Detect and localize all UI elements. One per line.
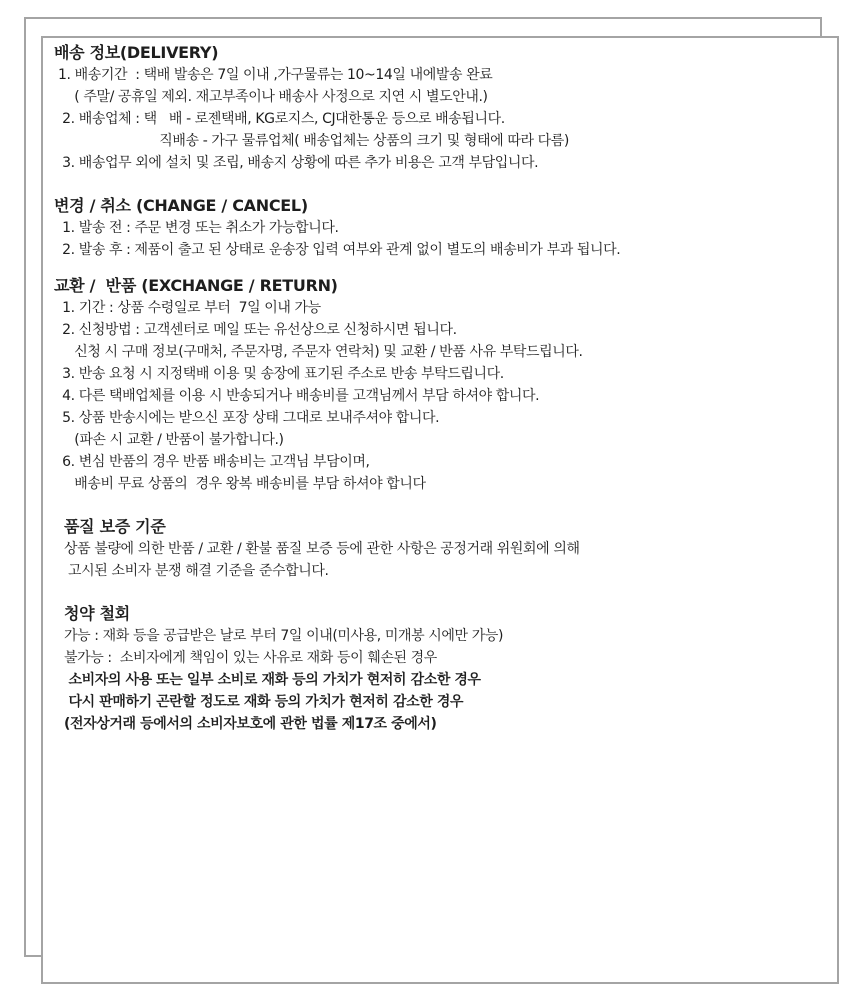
- exchange-line-1: 1. 기간 : 상품 수령일로 부터 7일 이내 가능: [54, 300, 321, 316]
- exchange-line-8: 6. 변심 반품의 경우 반품 배송비는 고객님 부담이며,: [54, 454, 370, 470]
- exchange-line-6: 5. 상품 반송시에는 받으신 포장 상태 그대로 보내주셔야 합니다.: [54, 410, 440, 426]
- delivery-heading: 배송 정보(DELIVERY): [54, 43, 219, 62]
- exchange-line-2: 2. 신청방법 : 고객센터로 메일 또는 유선상으로 신청하시면 됩니다.: [54, 322, 457, 338]
- exchange-line-4: 3. 반송 요청 시 지정택배 이용 및 송장에 표기된 주소로 반송 부탁드립니다.: [54, 366, 504, 382]
- exchange-return-section: [54, 275, 834, 495]
- change-line-2: 2. 발송 후 : 제품이 출고 된 상태로 운송장 입력 여부와 관계 없이 별도의 배송비가 부과 됩니다.: [54, 242, 621, 258]
- delivery-line-4: 직배송 - 가구 물류업체( 배송업체는 상품의 크기 및 형태에 따라 다름): [54, 133, 569, 149]
- withdrawal-line-1: 가능 : 재화 등을 공급받은 날로 부터 7일 이내(미사용, 미개봉 시에만 가능): [64, 628, 504, 644]
- exchange-line-9: 배송비 무료 상품의 경우 왕복 배송비를 부담 하셔야 합니다: [54, 476, 426, 492]
- policy-content: [54, 42, 834, 735]
- withdrawal-bold-line-2: 다시 판매하기 곤란할 정도로 재화 등의 가치가 현저히 감소한 경우: [64, 694, 464, 710]
- exchange-line-5: 4. 다른 택배업체를 이용 시 반송되거나 배송비를 고객님께서 부담 하셔야 합니다.: [54, 388, 540, 404]
- section-spacer: [54, 582, 834, 603]
- delivery-line-1: 1. 배송기간 : 택배 발송은 7일 이내 ,가구물류는 10~14일 내에발송 완료: [54, 67, 493, 83]
- section-spacer: [54, 495, 834, 516]
- withdrawal-section: [54, 603, 834, 735]
- change-cancel-heading: 변경 / 취소 (CHANGE / CANCEL): [54, 196, 308, 215]
- withdrawal-heading: 청약 철회: [64, 604, 130, 623]
- section-spacer: [54, 261, 834, 275]
- change-cancel-section: [54, 195, 834, 261]
- delivery-line-3: 2. 배송업체 : 택 배 - 로젠택배, KG로지스, CJ대한통운 등으로 배송됩니다.: [54, 111, 505, 127]
- delivery-line-5: 3. 배송업무 외에 설치 및 조립, 배송지 상황에 따른 추가 비용은 고객 부담입니다.: [54, 155, 539, 171]
- quality-heading: 품질 보증 기준: [64, 517, 166, 536]
- exchange-line-7: (파손 시 교환 / 반품이 불가합니다.): [54, 432, 284, 448]
- exchange-return-heading: 교환 / 반품 (EXCHANGE / RETURN): [54, 276, 338, 295]
- section-spacer: [54, 174, 834, 195]
- withdrawal-bold-line-1: 소비자의 사용 또는 일부 소비로 재화 등의 가치가 현저히 감소한 경우: [64, 672, 481, 688]
- change-line-1: 1. 발송 전 : 주문 변경 또는 취소가 가능합니다.: [54, 220, 339, 236]
- delivery-section: [54, 42, 834, 174]
- quality-line-2: 고시된 소비자 분쟁 해결 기준을 준수합니다.: [64, 563, 329, 579]
- withdrawal-bold-line-3: (전자상거래 등에서의 소비자보호에 관한 법률 제17조 중에서): [64, 716, 437, 732]
- exchange-line-3: 신청 시 구매 정보(구매처, 주문자명, 주문자 연락처) 및 교환 / 반품 사유 부탁드립니다.: [54, 344, 583, 360]
- quality-guarantee-section: [54, 516, 834, 582]
- withdrawal-line-2: 불가능 : 소비자에게 책임이 있는 사유로 재화 등이 훼손된 경우: [64, 650, 437, 666]
- quality-line-1: 상품 불량에 의한 반품 / 교환 / 환불 품질 보증 등에 관한 사항은 공정거래 위원회에 의해: [64, 541, 580, 557]
- delivery-line-2: ( 주말/ 공휴일 제외. 재고부족이나 배송사 사정으로 지연 시 별도안내.): [54, 89, 488, 105]
